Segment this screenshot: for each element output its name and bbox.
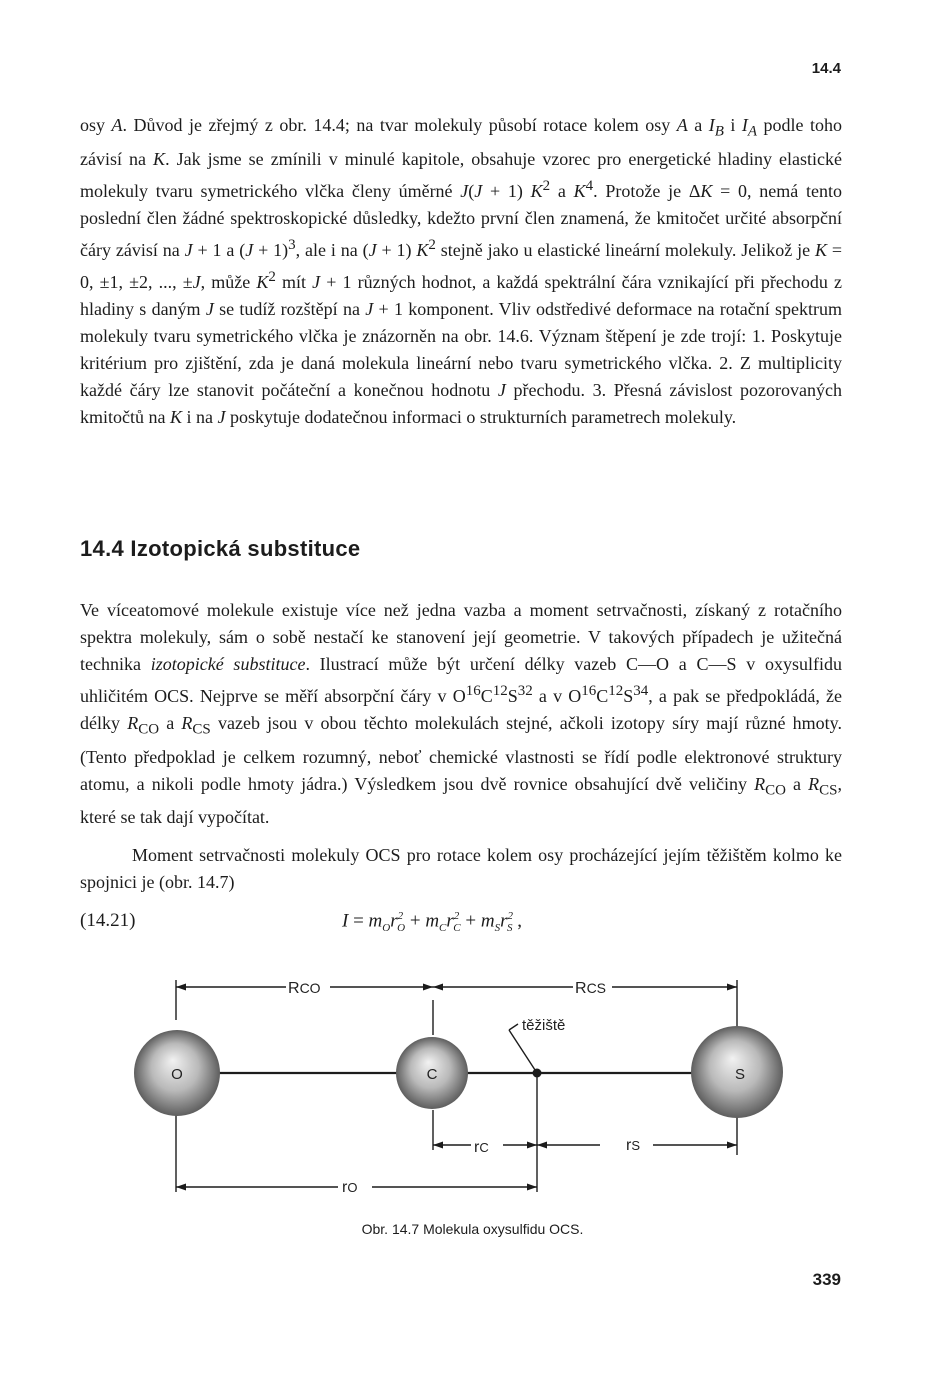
atom-label-c: C: [426, 1066, 438, 1083]
label-ro: rO: [342, 1179, 358, 1196]
paragraph-isotopic-substitution: Ve víceatomové molekule existuje více než jedna vazba a moment setrvačnosti, získaný z rotačního spektra molekuly, sám o sobě nestačí ke stanovení její geometrie. V takových případech je užitečná technika izotopické substituce. Ilustrací může být určení délky vazeb C—O a C—S v oxysulfidu uhličitém OCS. Nejprve se měří absorpční čáry v $O^{16}C^{12}S^{32}$ a v $O^{16}C^{12}S^{34}$, a pak se předpokládá, že délky $R_{CO}$ a $R_{CS}$ vazeb jsou v obou těchto molekulách stejné, ačkoli izotopy síry mají různé hmoty. (Tento předpoklad je celkem rozumný, neboť chemické vlastnosti se řídí podle elektronové struktury atomu, a nikoli podle hmoty jádra.) Výsledkem jsou dvě rovnice obsahující dvě veličiny $R_{CO}$ a $R_{CS}$, které se tak dají vypočítat.: [80, 600, 842, 828]
label-rcs: RCS: [575, 980, 607, 997]
atom-label-o: O: [171, 1066, 183, 1083]
paragraph-symmetric-top: osy A. Důvod je zřejmý z obr. 14.4; na tvar molekuly působí rotace kolem osy A a $I_B$ i $I_A$ podle toho závisí na K. Jak jsme se zmínili v minulé kapitole, obsahuje vzorec pro energetické hladiny elastické molekuly tvaru symetrického vlčka členy úměrné J(J + 1) $K^2$ a $K^4$. Protože je ΔK = 0, nemá tento poslední člen žádné spektroskopické důsledky, kdežto první člen znamená, že kmitočet určité absorpční čáry závisí na J + 1 a $(J + 1)^3$, ale i na (J + 1) $K^2$ stejně jako u elastické lineární molekuly. Jelikož je K = 0, ±1, ±2, ..., ±J, může $K^2$ mít J + 1 různých hodnot, a každá spektrální čára vznikající při přechodu z hladiny s daným J se tudíž rozštěpí na J + 1 komponent. Vliv odstředivé deformace na rotační spektrum molekuly tvaru symetrického vlčka je znázorněn na obr. 14.6. Význam štěpení je zde trojí: 1. Poskytuje kritérium pro zjištění, zda je daná molekula lineární nebo tvaru symetrického vlčka. 2. Z multiplicity každé čáry lze stanovit počáteční a konečnou hodnotu J přechodu. 3. Přesná závislost pozorovaných kmitočtů na K i na J poskytuje dodatečnou informaci o strukturních parametrech molekuly.: [80, 115, 843, 427]
ocs-molecule-figure: [0, 960, 945, 1210]
running-header-section: 14.4: [811, 60, 841, 77]
label-centre-of-mass: těžiště: [522, 1017, 566, 1034]
label-rco: RCO: [288, 980, 321, 997]
label-rs: rS: [626, 1137, 640, 1154]
page-number: 339: [812, 1270, 841, 1289]
label-rc: rC: [474, 1139, 489, 1156]
atom-label-s: S: [734, 1066, 746, 1083]
paragraph-moment-intro: Moment setrvačnosti molekuly OCS pro rotace kolem osy procházející jejím těžištěm kolmo ke spojnici je (obr. 14.7): [80, 845, 842, 892]
equation-moment-of-inertia: $I = m_Or^2_O + m_Cr^2_C + m_Sr^2_S$ ,: [342, 910, 522, 935]
figure-caption: Obr. 14.7 Molekula oxysulfidu OCS.: [361, 1221, 584, 1237]
equation-number: (14.21): [80, 910, 136, 931]
section-heading: 14.4 Izotopická substituce: [80, 536, 361, 561]
centre-of-mass-dot: [533, 1069, 542, 1078]
